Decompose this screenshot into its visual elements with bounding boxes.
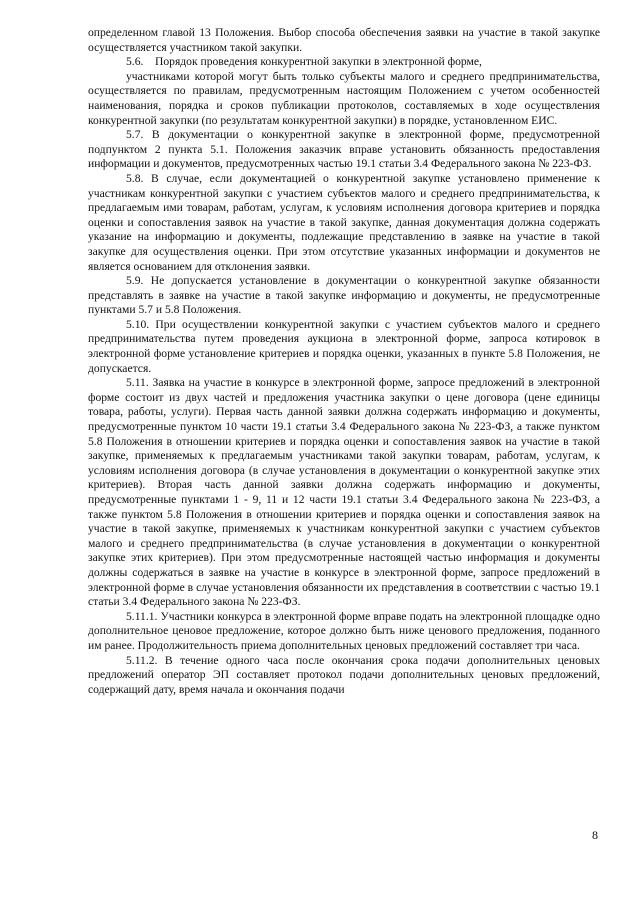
page-number: 8: [592, 828, 598, 842]
paragraph-5-10: 5.10. При осуществлении конкурентной закупки с участием субъектов малого и среднего предпринимательства путем проведения аукциона в электронной форме, запроса котировок в электронной форме установление критериев и порядка оценки, указанных в пункте 5.8 Положения, не допускается.: [88, 317, 600, 375]
paragraph-5-6-heading: 5.6. Порядок проведения конкурентной закупки в электронной форме,: [126, 55, 482, 69]
paragraph-5-8: 5.8. В случае, если документацией о конкурентной закупке установлено применение к участникам конкурентной закупки с участием субъектов малого и среднего предпринимательства, к предлагаемым ими товарам, работам, услугам, к условиям исполнения договора критериев и порядка оценки и сопоставления заявок на участие в такой закупке, данная документация должна содержать указание на информацию и документы, подлежащие представлению в заявке на участие в такой закупке для осуществления оценки. При этом отсутствие указанных информации и документов не является основанием для отклонения заявки.: [88, 171, 600, 273]
document-page: [88, 26, 600, 697]
paragraph-5-11-1: 5.11.1. Участники конкурса в электронной форме вправе подать на электронной площадке одно дополнительное ценовое предложение, которое должно быть ниже ценового предложения, поданного им ранее. Продолжительность приема дополнительных ценовых предложений составляет три часа.: [88, 609, 600, 652]
paragraph-5-11: 5.11. Заявка на участие в конкурсе в электронной форме, запросе предложений в электронной форме состоит из двух частей и предложения участника закупки о цене договора (цене единицы товара, работы, услуги). Первая часть данной заявки должна содержать информацию и документы, предусмотренные пунктом 10 части 19.1 статьи 3.4 Федерального закона № 223-ФЗ, а также пунктом 5.8 Положения в отношении критериев и порядка оценки и сопоставления заявок на участие в такой закупке, применяемых к предлагаемым участниками такой закупки товарам, работам, услугам, к условиям исполнения договора (в случае установления в документации о конкурентной закупке этих критериев). Вторая часть данной заявки должна содержать информацию и документы, предусмотренные пунктами 1 - 9, 11 и 12 части 19.1 статьи 3.4 Федерального закона № 223-ФЗ, а также пунктом 5.8 Положения в отношении критериев и порядка оценки и сопоставления заявок на участие в такой закупке, применяемых к участникам конкурентной закупки с участием субъектов малого и среднего предпринимательства (в случае установления в документации о конкурентной закупке этих критериев). При этом предусмотренные настоящей частью информация и документы должны содержаться в заявке на участие в конкурсе в электронной форме, запросе предложений в электронной форме в случае установления обязанности их представления в соответствии с частью 19.1 статьи 3.4 Федерального закона № 223-ФЗ.: [88, 376, 600, 609]
paragraph-5-11-2: 5.11.2. В течение одного часа после окончания срока подачи дополнительных ценовых предложений оператор ЭП составляет протокол подачи дополнительных ценовых предложений, содержащий дату, время начала и окончания подачи: [88, 653, 600, 696]
paragraph-intro: определенном главой 13 Положения. Выбор способа обеспечения заявки на участие в такой закупке осуществляется участником такой закупки.: [88, 26, 600, 54]
paragraph-5-9: 5.9. Не допускается установление в документации о конкурентной закупке обязанности представлять в заявке на участие в такой закупке информацию и документы, не предусмотренные пунктами 5.7 и 5.8 Положения.: [88, 274, 600, 317]
paragraph-5-6-body: участниками которой могут быть только субъекты малого и среднего предпринимательства, осуществляется по правилам, предусмотренным настоящим Положением с учетом особенностей наименования, порядка и сроков публикации протоколов, составляемых в ходе осуществления конкурентной закупки (по результатам конкурентной закупки) в порядке, установленном ЕИС.: [88, 69, 600, 127]
paragraph-5-7: 5.7. В документации о конкурентной закупке в электронной форме, предусмотренной подпунктом 2 пункта 5.1. Положения заказчик вправе установить обязанность предоставления информации и документов, предусмотренных частью 19.1 статьи 3.4 Федерального закона № 223-ФЗ.: [88, 128, 600, 171]
